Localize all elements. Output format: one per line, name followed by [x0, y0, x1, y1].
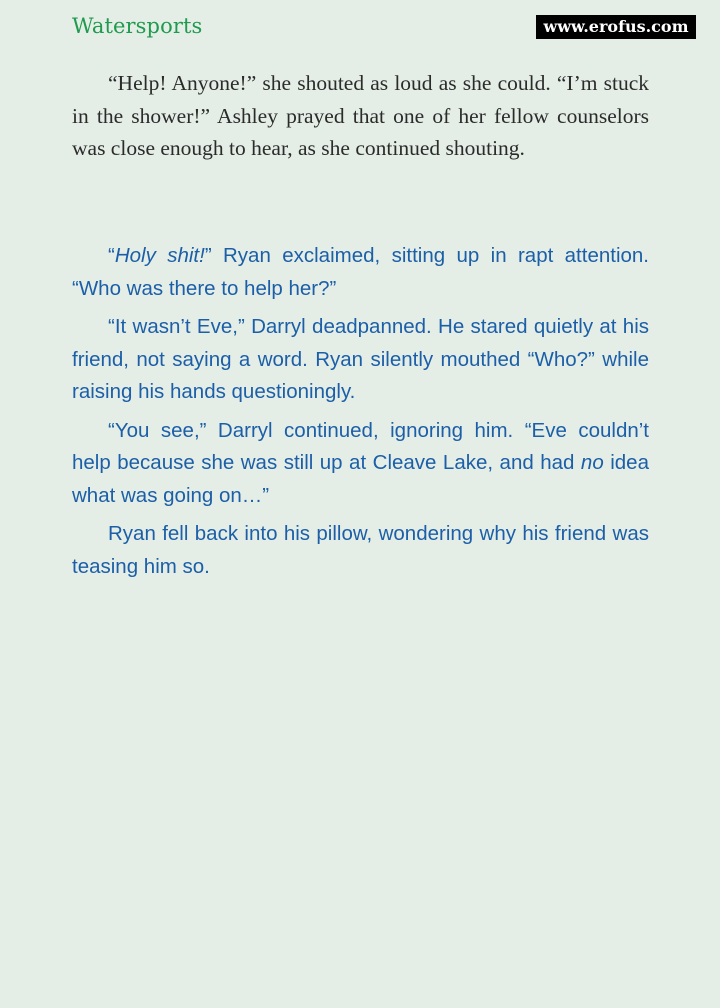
site-watermark: www.erofus.com [536, 15, 696, 39]
paragraph-ryan-pillow: Ryan fell back into his pillow, wondering why his friend was teasing him so. [72, 522, 649, 578]
paragraph-holy-rest: ” Ryan exclaimed, sitting up in rapt attention. “Who was there to help her?” [72, 244, 650, 300]
paragraph-holy [72, 240, 649, 305]
paragraph-you-see-end: idea what was going on…” [72, 451, 649, 507]
dialogue-section [72, 240, 649, 589]
italic-exclamation: Holy shit! [114, 244, 205, 267]
italic-no: no [580, 451, 604, 474]
intro-paragraph: “Help! Anyone!” she shouted as loud as she could. “I’m stuck in the shower!” Ashley prayed that one of her fellow counselors was close enough to hear, as she continued shouting. [72, 71, 649, 160]
paragraph-you-see-start: “You see,” Darryl continued, ignoring him. “Eve couldn’t help because she was still up at Cleave Lake, and had [72, 418, 649, 474]
chapter-title: Watersports [72, 14, 203, 38]
paragraph-you-see [72, 415, 649, 513]
open-quote: “ [108, 244, 115, 267]
paragraph-eve: “It wasn’t Eve,” Darryl deadpanned. He stared quietly at his friend, not saying a word. Ryan silently mouthed “Who?” while raising his hands questioningly. [72, 315, 649, 403]
